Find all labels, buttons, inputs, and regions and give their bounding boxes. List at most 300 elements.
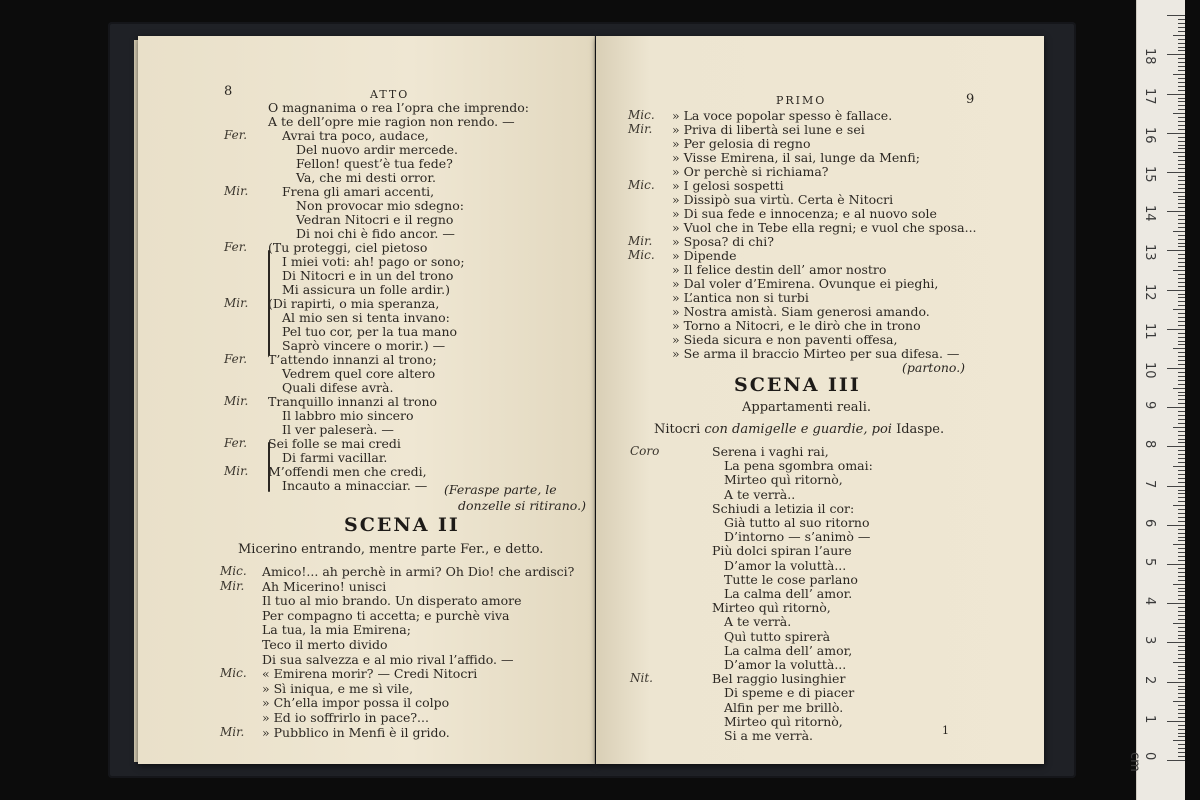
ruler-tick (1167, 250, 1185, 251)
ruler-tick (1178, 199, 1185, 200)
ruler-tick (1178, 501, 1185, 502)
verse-line: Mirteo quì ritornò, (724, 713, 843, 729)
ruler-tick (1178, 725, 1185, 726)
verse-line: T’attendo innanzi al trono; (268, 352, 437, 367)
verse-line: » Dal voler d’Emirena. Ovunque ei pieghi, (672, 276, 939, 291)
ruler-tick (1178, 658, 1185, 659)
verse-line: Più dolci spiran l’aure (712, 543, 852, 559)
ruler-tick (1178, 552, 1185, 553)
ruler-tick (1173, 466, 1185, 467)
speaker-label: Mic. (628, 108, 655, 122)
verse-line: » Visse Emirena, il sai, lunge da Menfi; (672, 150, 920, 165)
ruler-tick (1178, 98, 1185, 99)
verse-line: Per compagno ti accetta; e purchè viva (262, 607, 510, 623)
ruler-tick (1178, 258, 1185, 259)
ruler-tick (1178, 611, 1185, 612)
ruler-tick (1178, 678, 1185, 679)
speaker-label: Fer. (224, 240, 248, 254)
ruler-tick (1178, 709, 1185, 710)
ruler-tick (1178, 490, 1185, 491)
ruler-number: 3 (1142, 636, 1157, 645)
verse-line: » Priva di libertà sei lune e sei (672, 122, 865, 137)
verse-line: Va, che mi desti orror. (296, 170, 436, 185)
ruler-tick (1178, 313, 1185, 314)
verse-line: Quali difese avrà. (282, 380, 394, 395)
ruler-tick (1178, 576, 1185, 577)
ruler-tick (1173, 662, 1185, 663)
ruler-tick (1178, 344, 1185, 345)
ruler-tick (1178, 748, 1185, 749)
speaker-label: Mir. (224, 296, 249, 310)
ruler-tick (1178, 619, 1185, 620)
verse-line: » Vuol che in Tebe ella regni; e vuol che sposa... (672, 220, 977, 235)
ruler-tick (1178, 246, 1185, 247)
ruler-tick (1173, 270, 1185, 271)
ruler-tick (1178, 733, 1185, 734)
verse-line: » Di sua fede e innocenza; e al nuovo sole (672, 206, 937, 221)
verse-line: Al mio sen si tenta invano: (282, 310, 450, 325)
ruler-tick (1167, 642, 1185, 643)
page-number-right: 9 (966, 92, 975, 107)
verse-line: D’amor la voluttà... (724, 557, 847, 573)
ruler-tick (1178, 262, 1185, 263)
ruler-tick (1178, 689, 1185, 690)
ruler-tick (1178, 188, 1185, 189)
ruler-tick (1178, 380, 1185, 381)
speaker-label: Mic. (628, 248, 655, 262)
verse-line: Di Nitocri e in un del trono (282, 268, 454, 283)
ruler-tick (1173, 740, 1185, 741)
ruler-tick (1178, 474, 1185, 475)
speaker-label: Mir. (224, 394, 249, 408)
ruler-tick (1167, 290, 1185, 291)
ruler-tick (1178, 670, 1185, 671)
verse-line: Mirteo quì ritornò, (724, 472, 843, 488)
verse-line: Incauto a minacciar. — (282, 478, 428, 493)
ruler-tick (1178, 395, 1185, 396)
ruler-tick (1178, 305, 1185, 306)
ruler-tick (1178, 278, 1185, 279)
ruler-number: 18 (1142, 48, 1157, 65)
ruler-tick (1178, 62, 1185, 63)
ruler-number: 1 (1142, 714, 1157, 724)
ruler-tick (1178, 239, 1185, 240)
ruler-number: 16 (1142, 126, 1157, 144)
ruler-tick (1167, 760, 1185, 761)
ruler-number: 17 (1142, 87, 1157, 105)
ruler-tick (1178, 31, 1185, 32)
verse-line: » L’antica non si turbi (672, 290, 809, 305)
ruler-tick (1173, 152, 1185, 153)
ruler-tick (1178, 533, 1185, 534)
verse-line: Saprò vincere o morir.) — (282, 338, 446, 353)
speaker-label: Mir. (224, 464, 249, 478)
ruler-tick (1178, 227, 1185, 228)
ruler-tick (1178, 78, 1185, 79)
ruler-tick (1178, 274, 1185, 275)
ruler-tick (1178, 568, 1185, 569)
speaker-label: Fer. (224, 352, 248, 366)
ruler-tick (1178, 39, 1185, 40)
verse-line: Già tutto al suo ritorno (724, 515, 870, 530)
ruler-tick (1178, 497, 1185, 498)
verse-line: » La voce popolar spesso è fallace. (672, 108, 893, 123)
ruler-tick (1167, 54, 1185, 55)
verse-line: Vedran Nitocri e il regno (296, 212, 454, 227)
ruler-tick (1178, 646, 1185, 647)
ruler-tick (1178, 23, 1185, 24)
ruler-tick (1178, 160, 1185, 161)
ruler-tick (1178, 588, 1185, 589)
ruler-tick (1178, 650, 1185, 651)
ruler-tick (1178, 529, 1185, 530)
ruler-tick (1178, 580, 1185, 581)
ruler-tick (1178, 705, 1185, 706)
ruler-tick (1173, 388, 1185, 389)
verse-line: » Or perchè si richiama? (672, 164, 829, 179)
character-idaspe: Idaspe. (896, 422, 945, 437)
ruler-tick (1178, 419, 1185, 420)
ruler-tick (1167, 603, 1185, 604)
scene-subtitle-ii: Micerino entrando, mentre parte Fer., e detto. (238, 542, 544, 557)
ruler-tick (1178, 713, 1185, 714)
ruler-tick (1178, 360, 1185, 361)
verse-line: I miei voti: ah! pago or sono; (282, 254, 465, 269)
verse-line: Teco il merto divido (262, 637, 388, 652)
ruler-tick (1178, 121, 1185, 122)
verse-line: (Di rapirti, o mia speranza, (268, 296, 440, 311)
ruler-tick (1178, 50, 1185, 51)
ruler-number: 4 (1142, 597, 1157, 606)
ruler-tick (1178, 282, 1185, 283)
verse-line: A te verrà. (724, 614, 792, 630)
ruler-number: 12 (1142, 283, 1157, 301)
ruler-tick (1178, 321, 1185, 322)
ruler-tick (1178, 756, 1185, 757)
ruler-tick (1178, 352, 1185, 353)
verse-line: » Ch’ella impor possa il colpo (262, 695, 450, 711)
ruler-number: 11 (1142, 322, 1157, 340)
ruler-tick (1178, 176, 1185, 177)
ruler-tick (1178, 450, 1185, 451)
verse-line: Il tuo al mio brando. Un disperato amore (262, 593, 522, 609)
ruler-tick (1173, 35, 1185, 36)
ruler-number: 7 (1142, 479, 1157, 488)
ruler-tick (1178, 454, 1185, 455)
ruler-tick (1178, 595, 1185, 596)
verse-line: La calma dell’ amor. (724, 586, 853, 601)
ruler-tick (1178, 266, 1185, 267)
verse-line: La calma dell’ amor, (724, 642, 853, 658)
ruler-tick (1178, 223, 1185, 224)
ruler-tick (1173, 623, 1185, 624)
verse-line: Sei folle se mai credi (268, 436, 401, 451)
brace-2 (268, 442, 270, 492)
verse-line: » Il felice destin dell’ amor nostro (672, 262, 887, 277)
ruler-tick (1178, 674, 1185, 675)
ruler-tick (1178, 744, 1185, 745)
verse-line: Non provocar mio sdegno: (296, 198, 464, 213)
verse-line: » Pubblico in Menfi è il grido. (262, 724, 450, 740)
ruler-tick (1178, 556, 1185, 557)
verse-line: Di noi chi è fido ancor. — (296, 226, 455, 241)
verse-line: M’offendi men che credi, (268, 464, 427, 479)
ruler-tick (1173, 544, 1185, 545)
ruler-tick (1178, 548, 1185, 549)
ruler-tick (1178, 337, 1185, 338)
speaker-label: Mir. (220, 724, 245, 739)
ruler-tick (1178, 203, 1185, 204)
verse-line: Schiudi a letizia il cor: (712, 500, 855, 516)
speaker-label: Mic. (628, 178, 655, 192)
verse-line: » Sieda sicura e non paventi offesa, (672, 332, 898, 347)
ruler-tick (1178, 364, 1185, 365)
scene-title-ii: SCENA II (344, 514, 460, 536)
ruler-tick (1178, 591, 1185, 592)
page-number-left: 8 (224, 84, 233, 99)
ruler-tick (1178, 431, 1185, 432)
verse-line: Mirteo quì ritornò, (712, 600, 831, 616)
ruler-tick (1178, 384, 1185, 385)
speaker-label: Mic. (220, 564, 247, 578)
verse-line: » Dipende (672, 248, 737, 263)
ruler-tick (1178, 403, 1185, 404)
ruler-tick (1178, 58, 1185, 59)
ruler-number: 8 (1142, 440, 1157, 449)
ruler-tick (1178, 168, 1185, 169)
ruler-tick (1178, 148, 1185, 149)
character-company: con damigelle e guardie, poi (704, 422, 892, 437)
ruler-tick (1178, 180, 1185, 181)
ruler-tick (1178, 638, 1185, 639)
ruler-tick (1178, 297, 1185, 298)
verse-line: Di speme e di piacer (724, 685, 855, 701)
ruler-tick (1178, 697, 1185, 698)
ruler-number: 15 (1142, 166, 1157, 183)
ruler-tick (1178, 254, 1185, 255)
ruler-tick (1178, 572, 1185, 573)
verse-line: Di farmi vacillar. (282, 450, 388, 465)
ruler-tick (1167, 407, 1185, 408)
ruler-tick (1178, 207, 1185, 208)
ruler-tick (1178, 509, 1185, 510)
ruler-tick (1178, 82, 1185, 83)
ruler-tick (1178, 145, 1185, 146)
verse-line: » Ed io soffrirlo in pace?... (262, 710, 429, 725)
verse-line: » Sì iniqua, e me sì vile, (262, 680, 414, 696)
ruler-tick (1178, 141, 1185, 142)
ruler-tick (1173, 505, 1185, 506)
ruler-tick (1167, 368, 1185, 369)
ruler-number: 10 (1142, 362, 1157, 379)
ruler-tick (1173, 309, 1185, 310)
ruler-tick (1178, 654, 1185, 655)
speaker-label: Fer. (224, 128, 248, 142)
ruler-tick (1178, 301, 1185, 302)
speaker-label: Coro (630, 444, 660, 458)
right-page (596, 36, 1044, 764)
running-head-left: ATTO (370, 88, 410, 101)
verse-line: D’amor la voluttà... (724, 657, 847, 672)
verse-line: La pena sgombra omai: (724, 458, 873, 474)
ruler-tick (1178, 47, 1185, 48)
verse-line: Quì tutto spirerà (724, 628, 831, 644)
ruler-tick (1178, 462, 1185, 463)
ruler-tick (1178, 736, 1185, 737)
ruler-tick (1178, 317, 1185, 318)
brace-1 (268, 250, 270, 356)
ruler-tick (1178, 137, 1185, 138)
ruler-number: 13 (1142, 244, 1157, 261)
ruler-tick (1178, 129, 1185, 130)
ruler-tick (1178, 631, 1185, 632)
verse-line: Pel tuo cor, per la tua mano (282, 324, 458, 339)
ruler-tick (1178, 482, 1185, 483)
speaker-label: Mir. (628, 122, 653, 136)
verse-line: « Emirena morir? — Credi Nitocri (262, 666, 478, 682)
verse-line: Si a me verrà. (724, 728, 814, 743)
verse-line: Mi assicura un folle ardir.) (282, 282, 450, 297)
verse-line: » Per gelosia di regno (672, 136, 811, 151)
ruler-tick (1178, 607, 1185, 608)
ruler-tick (1178, 493, 1185, 494)
ruler-tick (1178, 439, 1185, 440)
ruler-tick (1167, 172, 1185, 173)
ruler-tick (1167, 211, 1185, 212)
ruler-tick (1178, 513, 1185, 514)
verse-line: A te verrà.. (724, 486, 796, 502)
ruler-tick (1178, 521, 1185, 522)
left-page (138, 36, 595, 764)
verse-line: Frena gli amari accenti, (282, 184, 435, 199)
ruler-tick (1178, 458, 1185, 459)
ruler-tick (1178, 540, 1185, 541)
verse-line: O magnanima o rea l’opra che imprendo: (268, 100, 529, 115)
ruler-tick (1178, 376, 1185, 377)
ruler-tick (1178, 615, 1185, 616)
ruler-tick (1167, 133, 1185, 134)
ruler-tick (1173, 231, 1185, 232)
ruler-tick (1178, 294, 1185, 295)
scene-title-iii: SCENA III (734, 374, 861, 396)
speaker-label: Mir. (628, 234, 653, 248)
ruler-tick (1178, 686, 1185, 687)
ruler-tick (1178, 156, 1185, 157)
ruler-tick (1178, 356, 1185, 357)
ruler-tick (1173, 113, 1185, 114)
ruler-tick (1178, 560, 1185, 561)
ruler-tick (1167, 329, 1185, 330)
ruler-tick (1178, 478, 1185, 479)
verse-line: Il labbro mio sincero (282, 408, 414, 423)
ruler-tick (1178, 372, 1185, 373)
ruler-tick (1178, 470, 1185, 471)
ruler-tick (1178, 392, 1185, 393)
verse-line: D’intorno — s’animò — (724, 529, 871, 545)
speaker-label: Mir. (220, 578, 245, 593)
ruler-tick (1178, 325, 1185, 326)
verse-line: » Dissipò sua virtù. Certa è Nitocri (672, 192, 894, 207)
verse-line: Di sua salvezza e al mio rival l’affido. — (262, 651, 514, 667)
ruler-tick (1178, 184, 1185, 185)
ruler-tick (1178, 399, 1185, 400)
character-nitocri: Nitocri (654, 422, 701, 437)
scene-location: Appartamenti reali. (742, 400, 871, 415)
speaker-label: Nit. (630, 671, 653, 686)
stage-direction: (Feraspe parte, le (444, 482, 557, 497)
ruler-tick (1167, 94, 1185, 95)
ruler-tick (1178, 86, 1185, 87)
ruler-tick (1178, 442, 1185, 443)
ruler-tick (1178, 599, 1185, 600)
ruler-tick (1178, 693, 1185, 694)
ruler-tick (1178, 333, 1185, 334)
verse-line: (Tu proteggi, ciel pietoso (268, 240, 428, 255)
verse-line: Ah Micerino! unisci (262, 578, 387, 594)
ruler-tick (1178, 215, 1185, 216)
verse-line: Tutte le cose parlano (724, 571, 858, 587)
verse-line: A te dell’opre mie ragion non rendo. — (268, 114, 515, 129)
verse-line: » Torno a Nitocri, e le dirò che in trono (672, 318, 921, 333)
speaker-label: Mic. (220, 666, 247, 681)
ruler-tick (1178, 423, 1185, 424)
ruler-tick (1178, 19, 1185, 20)
ruler-number: 6 (1142, 518, 1157, 528)
verse-line: Serena i vaghi rai, (712, 444, 829, 459)
verse-line: Il ver paleserà. — (282, 422, 394, 437)
verse-line: Alfin per me brillò. (724, 699, 844, 715)
ruler-number: 5 (1142, 558, 1157, 567)
verse-line: Fellon! quest’è tua fede? (296, 156, 453, 171)
ruler-number: 14 (1142, 205, 1157, 222)
ruler-tick (1178, 415, 1185, 416)
verse-line: Vedrem quel core altero (282, 366, 436, 381)
ruler-tick (1178, 411, 1185, 412)
verse-line: Del nuovo ardir mercede. (296, 142, 458, 157)
verse-line: Amico!... ah perchè in armi? Oh Dio! che ardisci? (262, 564, 575, 579)
verse-line: Tranquillo innanzi al trono (268, 394, 438, 409)
ruler-tick (1178, 101, 1185, 102)
ruler-tick (1178, 235, 1185, 236)
stage-direction-cont: donzelle si ritirano.) (458, 498, 586, 513)
verse-line: Avrai tra poco, audace, (282, 128, 429, 143)
ruler-tick (1178, 286, 1185, 287)
ruler-tick (1178, 635, 1185, 636)
ruler-tick (1167, 682, 1185, 683)
ruler-tick (1178, 164, 1185, 165)
ruler-tick (1178, 90, 1185, 91)
verse-line: Bel raggio lusinghier (712, 671, 846, 687)
ruler-tick (1178, 117, 1185, 118)
ruler-tick (1178, 627, 1185, 628)
ruler-tick (1167, 446, 1185, 447)
ruler-tick (1178, 537, 1185, 538)
verse-line: La tua, la mia Emirena; (262, 622, 411, 638)
ruler-tick (1178, 125, 1185, 126)
verse-line: » Se arma il braccio Mirteo per sua difesa. — (672, 346, 960, 361)
ruler-tick (1173, 701, 1185, 702)
ruler-tick (1178, 109, 1185, 110)
scene-subtitle-iii (654, 422, 944, 437)
signature-mark: 1 (942, 724, 949, 737)
ruler-tick (1178, 27, 1185, 28)
ruler-tick (1167, 486, 1185, 487)
ruler-tick (1178, 752, 1185, 753)
verse-line: » I gelosi sospetti (672, 178, 784, 193)
ruler-tick (1167, 721, 1185, 722)
ruler-tick (1173, 74, 1185, 75)
ruler-tick (1178, 666, 1185, 667)
